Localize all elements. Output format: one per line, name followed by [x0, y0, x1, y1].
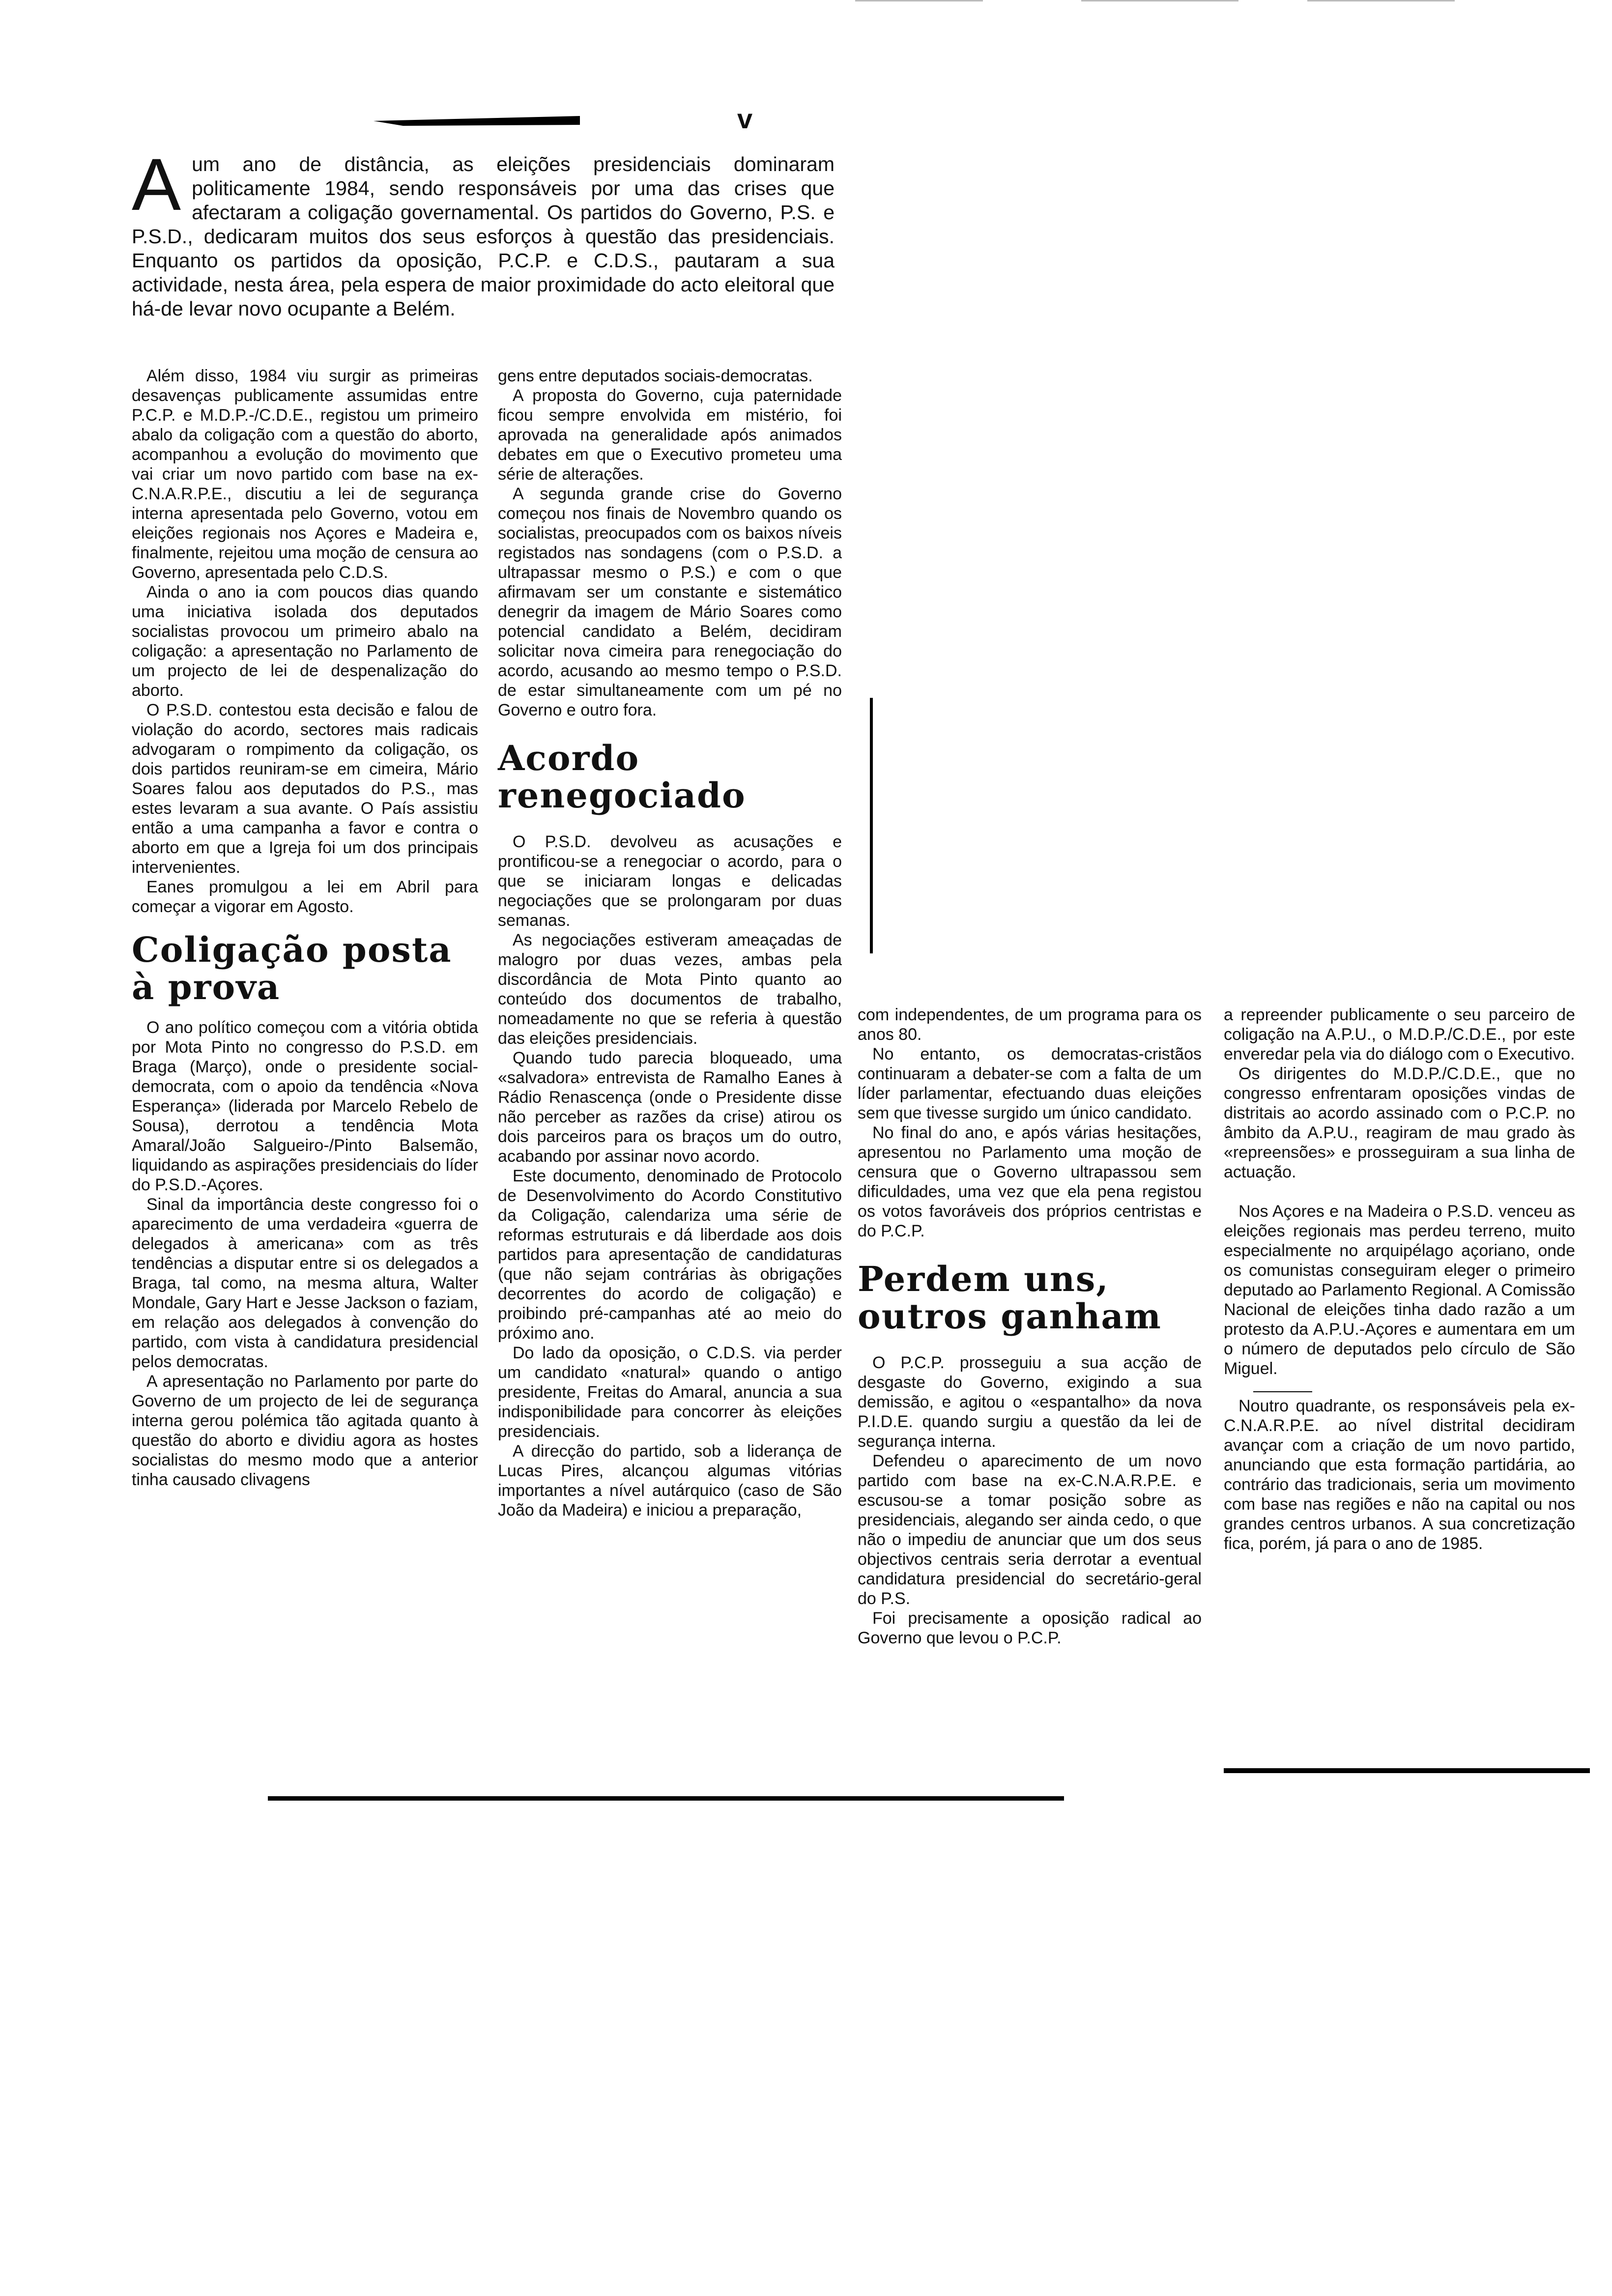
col3-paragraph: No final do ano, e após várias hesitações, apresentou no Parlamento uma moção de censura que o Governo ultrapassou sem dificuldades, uma vez que ela pena registou os votos favoráveis dos próprios centristas e do P.C.P. — [858, 1123, 1202, 1240]
col4-paragraph: Nos Açores e na Madeira o P.S.D. venceu as eleições regionais mas perdeu terreno, muito especialmente no arquipélago açoriano, onde os comunistas conseguiram eleger o primeiro deputado ao Parlamento Regional. A Comissão Nacional de eleições tinha dado razão a um protesto da A.P.U.-Açores e aumentara em um o número de deputados pelo círculo de São Miguel. — [1224, 1202, 1575, 1378]
col3-paragraph: Defendeu o aparecimento de um novo partido com base na ex-C.N.A.R.P.E. e escusou-se a tomar posição sobre as presidenciais, alegando ser ainda cedo, o que não o impediu de anunciar que um dos seus objectivos centrais seria derrotar a eventual candidatura presidencial do secretário-geral do P.S. — [858, 1452, 1202, 1608]
column-4 — [1224, 1005, 1575, 1553]
lead-paragraph — [132, 143, 835, 321]
top-check-mark: v — [737, 103, 753, 134]
bottom-rule-right — [1224, 1768, 1590, 1773]
col2-paragraph: As negociações estiveram ameaçadas de malogro por duas vezes, ambas pela discordância de Mota Pinto quanto ao conteúdo dos documentos de trabalho, nomeadamente no que se referia à questão das eleições presidenciais. — [498, 931, 842, 1048]
col2-paragraph: A direcção do partido, sob a liderança de Lucas Pires, alcançou algumas vitórias importantes a nível autárquico (caso de São João da Madeira) e iniciou a preparação, — [498, 1442, 842, 1520]
col2-paragraph: A segunda grande crise do Governo começou nos finais de Novembro quando os socialistas, preocupados com os baixos níveis registados nas sondagens (com o P.S.D. a ultrapassar mesmo o P.S.) e com o que afirmavam ser um constante e sistemático denegrir da imagem de Mário Soares como potencial candidato a Belém, decidiram solicitar nova cimeira para renegociação do acordo, acusando ao mesmo tempo o P.S.D. de estar simultaneamente com um pé no Governo e outro fora. — [498, 485, 842, 719]
col4-paragraph: Noutro quadrante, os responsáveis pela ex-C.N.A.R.P.E. ao nível distrital decidiram avançar com a criação de um novo partido, anunciando que esta formação partidária, ao contrário das tradicionais, seria um movimento com base nas regiões e não na capital ou nos grandes centros urbanos. A sua concretização fica, porém, já para o ano de 1985. — [1224, 1397, 1575, 1553]
column-2 — [498, 366, 842, 1520]
heading-coligacao: Coligação posta à prova — [132, 929, 452, 1007]
col1-paragraph: O P.S.D. contestou esta decisão e falou de violação do acordo, sectores mais radicais advogaram o rompimento da coligação, os dois partidos reuniram-se em cimeira, Mário Soares falou aos deputados do P.S., mas estes levaram a sua avante. O País assistiu então a uma campanha a favor e contra o aborto em que a Igreja foi um dos principais intervenientes. — [132, 701, 478, 877]
col2-paragraph: O P.S.D. devolveu as acusações e prontificou-se a renegociar o acordo, para o que se iniciaram longas e delicadas negociações que se prolongaram por duas semanas. — [498, 832, 842, 930]
col1-paragraph: Ainda o ano ia com poucos dias quando uma iniciativa isolada dos deputados socialistas provocou um primeiro abalo na coligação: a apresentação no Parlamento de um projecto de lei de despenalização do aborto. — [132, 583, 478, 700]
lead-text: um ano de distância, as eleições presidenciais dominaram politicamente 1984, sendo responsáveis por uma das crises que afectaram a coligação governamental. Os partidos do Governo, P.S. e P.S.D., dedicaram muitos dos seus esforços à questão das presidenciais. Enquanto os partidos da oposição, P.C.P. e C.D.S., pautaram a sua actividade, nesta área, pela espera de maior proximidade do acto eleitoral que há-de levar novo ocupante a Belém. — [132, 153, 835, 320]
col2-paragraph: Este documento, denominado de Protocolo de Desenvolvimento do Acordo Constitutivo da Coligação, calendariza uma série de reformas estruturais e dá liberdade aos dois partidos para apresentação de candidaturas (que não sejam contrárias às obrigações decorrentes do acordo de coligação) e proibindo pré-campanhas até ao meio do próximo ano. — [498, 1167, 842, 1343]
col3-paragraph: Foi precisamente a oposição radical ao Governo que levou o P.C.P. — [858, 1609, 1202, 1647]
col4-paragraph: a repreender publicamente o seu parceiro de coligação na A.P.U., o M.D.P./C.D.E., por este enveredar pela via do diálogo com o Executivo. — [1224, 1005, 1575, 1063]
scan-edge-line — [1081, 0, 1238, 1]
col2-paragraph: Quando tudo parecia bloqueado, uma «salvadora» entrevista de Ramalho Eanes à Rádio Renascença (onde o Presidente disse não perceber as razões da crise) atirou os dois parceiros para os braços um do outro, acabando por assinar novo acordo. — [498, 1049, 842, 1166]
col2-paragraph: A proposta do Governo, cuja paternidade ficou sempre envolvida em mistério, foi aprovada na generalidade após animados debates em que o Executivo prometeu uma série de alterações. — [498, 386, 842, 484]
scan-edge-line — [855, 0, 983, 1]
col1-paragraph: Sinal da importância deste congresso foi o aparecimento de uma verdadeira «guerra de delegados à americana» com as três tendências a disputar entre si os delegados a Braga, tal como, na mesma altura, Walter Mondale, Gary Hart e Jesse Jackson o faziam, em relação aos delegados à convenção do partido, com vista à candidatura presidencial pelos democratas. — [132, 1195, 478, 1371]
col2-paragraph: gens entre deputados sociais-democratas. — [498, 367, 813, 385]
col3-paragraph: O P.C.P. prosseguiu a sua acção de desgaste do Governo, exigindo a sua demissão, e agitou o «espantalho» da nova P.I.D.E. quando surgiu a questão da lei de segurança interna. — [858, 1353, 1202, 1451]
col3-paragraph: No entanto, os democratas-cristãos continuaram a debater-se com a falta de um líder parlamentar, efectuando duas eleições sem que tivesse surgido um único candidato. — [858, 1045, 1202, 1122]
heading-acordo: Acordo renegociado — [498, 738, 746, 816]
bottom-rule-left — [268, 1796, 1064, 1801]
col1-paragraph: O ano político começou com a vitória obtida por Mota Pinto no congresso do P.S.D. em Braga (Março), onde o presidente social-democrata, com o apoio da tendência «Nova Esperança» (liderada por Marcelo Rebelo de Sousa), derrotou a tendência Mota Amaral/João Salgueiro-/Pinto Balsemão, liquidando as aspirações presidenciais do líder do P.S.D.-Açores. — [132, 1018, 478, 1194]
col1-paragraph: Além disso, 1984 viu surgir as primeiras desavenças publicamente assumidas entre P.C.P. e M.D.P.-/C.D.E., registou um primeiro abalo da coligação com a questão do aborto, acompanhou a evolução do movimento que vai criar um novo partido com base na ex-C.N.A.R.P.E., discutiu a lei de segurança interna apresentada pelo Governo, votou em eleições regionais nos Açores e Madeira e, finalmente, rejeitou uma moção de censura ao Governo, apresentada pelo C.D.S. — [132, 367, 478, 582]
col1-paragraph: A apresentação no Parlamento por parte do Governo de um projecto de lei de segurança interna gerou polémica tão agitada quanto à questão do aborto e dividiu agora as hostes socialistas do mesmo modo que a anterior tinha causado clivagens — [132, 1372, 478, 1489]
col3-paragraph: com independentes, de um programa para os anos 80. — [858, 1005, 1202, 1044]
column-1 — [132, 366, 478, 1490]
drop-cap: A — [132, 143, 181, 226]
heading-perdem: Perdem uns, outros ganham — [858, 1259, 1162, 1337]
top-wedge-rule — [374, 112, 580, 132]
col1-paragraph: Eanes promulgou a lei em Abril para começar a vigorar em Agosto. — [132, 878, 478, 916]
vertical-scan-mark — [870, 698, 873, 953]
short-divider — [1253, 1391, 1312, 1392]
scan-edge-line — [1307, 0, 1455, 1]
col4-paragraph: Os dirigentes do M.D.P./C.D.E., que no congresso enfrentaram oposições vindas de distritais ao acordo assinado com o P.C.P. no âmbito da A.P.U., reagiram de mau grado às «repreensões» e prosseguiram a sua linha de actuação. — [1224, 1064, 1575, 1181]
column-3 — [858, 1005, 1202, 1648]
col2-paragraph: Do lado da oposição, o C.D.S. via perder um candidato «natural» quando o antigo presidente, Freitas do Amaral, anuncia a sua indisponibilidade para concorrer às eleições presidenciais. — [498, 1344, 842, 1441]
